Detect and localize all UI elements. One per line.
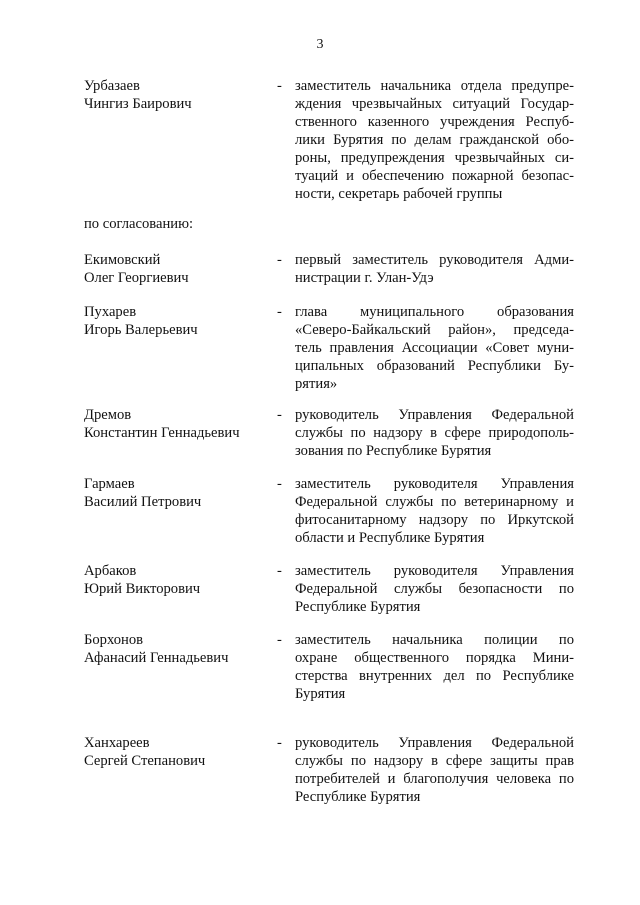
member-surname: Екимовский: [84, 252, 161, 268]
member-position: [295, 562, 574, 616]
member-surname: Ханхареев: [84, 735, 150, 751]
position-line: лики Бурятия по делам гражданской обо-: [295, 132, 574, 148]
member-name: [84, 251, 274, 287]
position-line: Республике Бурятия: [295, 789, 421, 805]
position-line: службы по надзору в сфере природополь-: [295, 425, 574, 441]
member-name: [84, 406, 274, 442]
position-line: стерства внутренних дел по Республике: [295, 668, 574, 684]
position-line: зования по Республике Бурятия: [295, 443, 492, 459]
dash-separator: -: [277, 407, 282, 423]
position-line: рятия»: [295, 376, 338, 392]
member-name: [84, 303, 274, 339]
member-position: [295, 303, 574, 393]
position-line: ственного казенного учреждения Респуб-: [295, 114, 574, 130]
dash-separator: -: [277, 735, 282, 751]
dash-separator: -: [277, 563, 282, 579]
position-line: первый заместитель руководителя Адми-: [295, 252, 574, 268]
member-name: [84, 77, 274, 113]
position-line: руководитель Управления Федеральной: [295, 407, 574, 423]
member-given-name: Сергей Степанович: [84, 753, 206, 769]
position-line: Республике Бурятия: [295, 599, 421, 615]
position-line: Бурятия: [295, 686, 346, 702]
member-given-name: Василий Петрович: [84, 494, 202, 510]
position-line: фитосанитарному надзору по Иркутской: [295, 512, 574, 528]
member-position: [295, 251, 574, 287]
member-surname: Урбазаев: [84, 78, 140, 94]
member-given-name: Юрий Викторович: [84, 581, 201, 597]
dash-separator: -: [277, 476, 282, 492]
position-line: роны, предупреждения чрезвычайных си-: [295, 150, 574, 166]
position-line: охране общественного порядка Мини-: [295, 650, 574, 666]
position-line: ности, секретарь рабочей группы: [295, 186, 503, 202]
position-line: ципальных образований Республики Бу-: [295, 358, 574, 374]
position-line: службы по надзору в сфере защиты прав: [295, 753, 574, 769]
position-line: «Северо-Байкальский район», председа-: [295, 322, 574, 338]
member-position: [295, 631, 574, 703]
member-surname: Борхонов: [84, 632, 144, 648]
member-given-name: Константин Геннадьевич: [84, 425, 240, 441]
member-position: [295, 77, 574, 203]
dash-separator: -: [277, 304, 282, 320]
position-line: потребителей и благополучия человека по: [295, 771, 574, 787]
member-given-name: Игорь Валерьевич: [84, 322, 198, 338]
position-line: заместитель начальника отдела предупре-: [295, 78, 574, 94]
member-position: [295, 734, 574, 806]
member-name: [84, 562, 274, 598]
member-surname: Дремов: [84, 407, 132, 423]
dash-separator: -: [277, 252, 282, 268]
position-line: заместитель руководителя Управления: [295, 563, 574, 579]
position-line: Федеральной службы по ветеринарному и: [295, 494, 574, 510]
member-given-name: Чингиз Баирович: [84, 96, 192, 112]
page-number: 3: [316, 37, 324, 52]
member-surname: Арбаков: [84, 563, 137, 579]
member-position: [295, 475, 574, 547]
dash-separator: -: [277, 78, 282, 94]
position-line: ждения чрезвычайных ситуаций Государ-: [295, 96, 574, 112]
position-line: туаций и обеспечению пожарной безопас-: [295, 168, 574, 184]
member-surname: Гармаев: [84, 476, 135, 492]
position-line: заместитель начальника полиции по: [295, 632, 574, 648]
position-line: заместитель руководителя Управления: [295, 476, 574, 492]
member-name: [84, 475, 274, 511]
position-line: Федеральной службы безопасности по: [295, 581, 574, 597]
member-position: [295, 406, 574, 460]
member-given-name: Афанасий Геннадьевич: [84, 650, 229, 666]
position-line: глава муниципального образования: [295, 304, 574, 320]
position-line: области и Республике Бурятия: [295, 530, 485, 546]
member-name: [84, 734, 274, 770]
position-line: нистрации г. Улан-Удэ: [295, 270, 434, 286]
section-label: по согласованию:: [84, 216, 194, 232]
member-given-name: Олег Георгиевич: [84, 270, 189, 286]
position-line: руководитель Управления Федеральной: [295, 735, 574, 751]
dash-separator: -: [277, 632, 282, 648]
position-line: тель правления Ассоциации «Совет муни-: [295, 340, 574, 356]
member-surname: Пухарев: [84, 304, 137, 320]
member-name: [84, 631, 274, 667]
